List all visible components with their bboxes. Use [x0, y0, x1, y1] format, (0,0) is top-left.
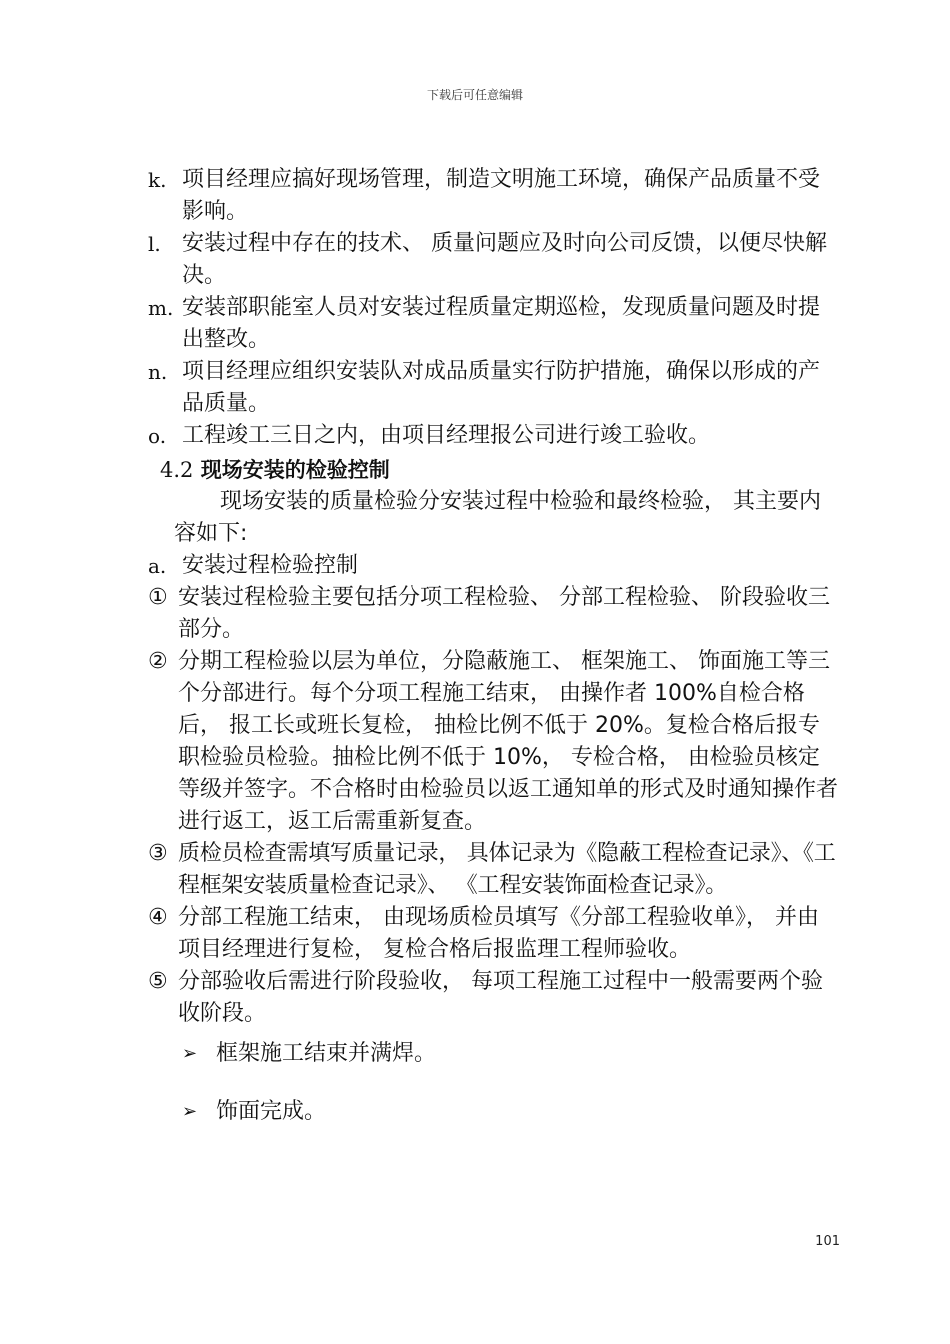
- bullet-list: [148, 1038, 838, 1128]
- section-title: 现场安装的检验控制: [200, 458, 390, 482]
- list-label: n.: [148, 360, 168, 384]
- numbered-item: [148, 646, 838, 838]
- list-label: k.: [148, 168, 167, 192]
- bullet-text: 饰面完成。: [216, 1099, 327, 1124]
- numbered-text: 分期工程检验以层为单位，分隐蔽施工、 框架施工、 饰面施工等三个分部进行。每个分项工程施工结束， 由操作者 100%自检合格后， 报工长或班长复检， 抽检比例不低于 20%。复检合格后报专职检验员检验。抽检比例不低于 10%， 专检合格， 由检验员核定等级并签字。不合格时由检验员以返工通知单的形式及时通知操作者进行返工，返工后需重新复查。: [178, 649, 839, 834]
- page-header: 下载后可任意编辑: [426, 88, 523, 102]
- list-text: 项目经理应组织安装队对成品质量实行防护措施，确保以形成的产品质量。: [182, 359, 821, 416]
- numbered-item: [148, 966, 838, 1030]
- list-text: 安装过程检验控制: [182, 553, 359, 578]
- list-label: m.: [148, 296, 174, 320]
- page-number: 101: [815, 1234, 840, 1249]
- section-number: 4.2: [160, 458, 194, 482]
- list-item: [148, 420, 838, 452]
- list-item: [148, 292, 838, 356]
- numbered-item: [148, 838, 838, 902]
- circled-number: ②: [148, 649, 168, 674]
- list-text: 工程竣工三日之内，由项目经理报公司进行竣工验收。: [182, 423, 711, 448]
- list-label: a.: [148, 554, 167, 578]
- bullet-text: 框架施工结束并满焊。: [216, 1041, 437, 1066]
- numbered-text: 质检员检查需填写质量记录， 具体记录为《隐蔽工程检查记录》、《工程框架安装质量检查记录》、 《工程安装饰面检查记录》。: [178, 841, 836, 898]
- intro-paragraph: 现场安装的质量检验分安装过程中检验和最终检验， 其主要内容如下:: [174, 489, 821, 546]
- list-label: l.: [148, 232, 161, 256]
- list-item: [148, 164, 838, 228]
- bullet-item: [182, 1096, 838, 1128]
- list-text: 安装过程中存在的技术、 质量问题应及时向公司反馈，以便尽快解决。: [182, 231, 827, 288]
- list-item: [148, 228, 838, 292]
- list-item: [148, 356, 838, 420]
- numbered-text: 分部工程施工结束， 由现场质检员填写《分部工程验收单》， 并由项目经理进行复检， 复检合格后报监理工程师验收。: [178, 905, 819, 962]
- circled-number: ④: [148, 905, 168, 930]
- section-heading: [160, 454, 838, 486]
- sub-heading-a: [148, 550, 838, 582]
- numbered-text: 分部验收后需进行阶段验收， 每项工程施工过程中一般需要两个验收阶段。: [178, 969, 823, 1026]
- circled-number: ③: [148, 841, 168, 866]
- numbered-text: 安装过程检验主要包括分项工程检验、 分部工程检验、 阶段验收三部分。: [178, 585, 830, 642]
- list-text: 安装部职能室人员对安装过程质量定期巡检，发现质量问题及时提出整改。: [182, 295, 821, 352]
- numbered-item: [148, 902, 838, 966]
- bullet-item: [182, 1038, 838, 1070]
- numbered-item: [148, 582, 838, 646]
- document-body: [148, 164, 838, 1154]
- list-label: o.: [148, 424, 167, 448]
- arrow-bullet-icon: ➢: [182, 1043, 198, 1064]
- list-text: 项目经理应搞好现场管理，制造文明施工环境，确保产品质量不受影响。: [182, 167, 821, 224]
- arrow-bullet-icon: ➢: [182, 1101, 198, 1122]
- circled-number: ⑤: [148, 969, 168, 994]
- circled-number: ①: [148, 585, 168, 610]
